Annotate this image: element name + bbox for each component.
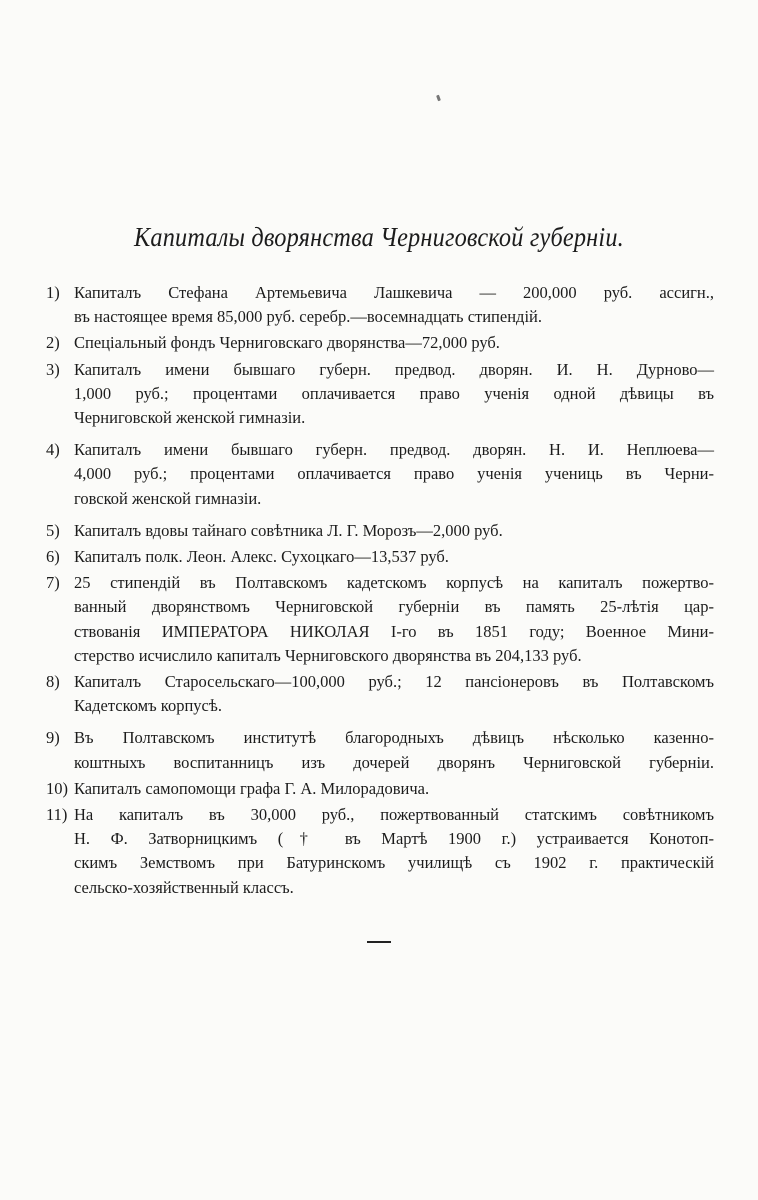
text-line: Въ Полтавскомъ институтѣ благородныхъ дѣвицъ нѣсколько казенно- — [74, 728, 714, 748]
item-number: 7) — [46, 573, 60, 593]
text-line: Кадетскомъ корпусѣ. — [74, 696, 222, 716]
text-line: На капиталъ въ 30,000 руб., пожертвованный статскимъ совѣтникомъ — [74, 805, 714, 825]
item-number: 10) — [46, 778, 68, 798]
ink-speck — [436, 95, 441, 102]
list-item — [46, 803, 714, 900]
end-rule — [367, 941, 391, 943]
item-number: 4) — [46, 440, 60, 460]
item-number: 1) — [46, 283, 60, 302]
list-item — [46, 777, 714, 801]
text-line: 25 стипендій въ Полтавскомъ кадетскомъ корпусѣ на капиталъ пожертво- — [74, 573, 714, 593]
text-line: Капиталъ самопомощи графа Г. А. Милорадовича. — [74, 778, 430, 798]
item-text — [74, 571, 714, 668]
text-line: въ настоящее время 85,000 руб. серебр.—восемнадцать стипендій. — [74, 307, 542, 327]
text-line: Капиталъ вдовы тайнаго совѣтника Л. Г. Морозъ—2,000 руб. — [74, 520, 503, 540]
text-line: Капиталъ Стефана Артемьевича Лашкевича — 200,000 руб. ассигн., — [74, 283, 714, 302]
item-text — [74, 519, 714, 543]
text-line: 4,000 руб.; процентами оплачивается право ученія учениць въ Черни- — [74, 464, 714, 484]
text-line: Черниговской женской гимназіи. — [74, 408, 306, 428]
text-line: Капиталъ имени бывшаго губерн. предвод. дворян. И. Н. Дурново— — [74, 359, 714, 379]
text-line: коштныхъ воспитанницъ изъ дочерей дворянъ Черниговской губерніи. — [74, 752, 714, 772]
item-number: 11) — [46, 805, 68, 825]
item-text — [74, 281, 714, 329]
item-text — [74, 438, 714, 511]
text-line: Спеціальный фондъ Черниговскаго дворянства—72,000 руб. — [74, 333, 500, 353]
text-line: ванный дворянствомъ Черниговской губерніи въ память 25-лѣтія цар- — [74, 597, 714, 617]
item-number: 8) — [46, 672, 60, 692]
text-line: стерство исчислило капиталъ Черниговского дворянства въ 204,133 руб. — [74, 645, 582, 665]
text-line: Капиталъ полк. Леон. Алекс. Сухоцкаго—13,537 руб. — [74, 547, 449, 567]
capitals-list — [46, 281, 714, 902]
item-text — [74, 331, 714, 355]
list-item — [46, 331, 714, 355]
text-line: говской женской гимназіи. — [74, 488, 262, 508]
item-text — [74, 358, 714, 431]
item-number: 9) — [46, 728, 60, 748]
list-item — [46, 670, 714, 718]
text-line: 1,000 руб.; процентами оплачивается право ученія одной дѣвицы въ — [74, 383, 714, 403]
text-line: ствованія ИМПЕРАТОРА НИКОЛАЯ I-го въ 1851 году; Военное Мини- — [74, 621, 714, 641]
text-line: Капиталъ Старосельскаго—100,000 руб.; 12 пансіонеровъ въ Полтавскомъ — [74, 672, 714, 692]
list-item — [46, 519, 714, 543]
text-line: скимъ Земствомъ при Батуринскомъ училищѣ съ 1902 г. практическій — [74, 853, 714, 873]
item-text — [74, 726, 714, 774]
item-number: 6) — [46, 547, 60, 567]
text-line: сельско-хозяйственный классъ. — [74, 877, 294, 897]
list-item — [46, 438, 714, 511]
item-number: 2) — [46, 333, 60, 353]
list-item — [46, 726, 714, 774]
item-text — [74, 777, 714, 801]
item-number: 5) — [46, 520, 60, 540]
list-item — [46, 571, 714, 668]
list-item — [46, 545, 714, 569]
item-number: 3) — [46, 359, 60, 379]
list-item — [46, 358, 714, 431]
item-text — [74, 803, 714, 900]
text-line: Н. Ф. Затворницкимъ († въ Мартѣ 1900 г.) устраивается Конотоп- — [74, 829, 714, 849]
item-text — [74, 545, 714, 569]
page-title: Капиталы дворянства Черниговской губерніи. — [134, 222, 624, 252]
list-item — [46, 281, 714, 329]
text-line: Капиталъ имени бывшаго губерн. предвод. дворян. Н. И. Неплюева— — [74, 440, 714, 460]
item-text — [74, 670, 714, 718]
